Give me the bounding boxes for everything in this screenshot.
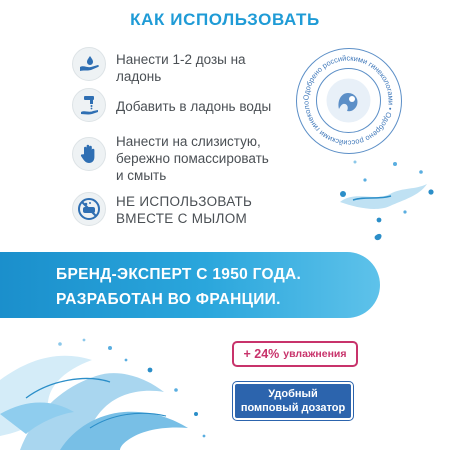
no-soap-icon xyxy=(72,192,106,226)
step-3-line-1: Нанести на слизистую, xyxy=(116,134,261,149)
hand-drop-icon xyxy=(72,47,106,81)
step-4-line-1: НЕ ИСПОЛЬЗОВАТЬ xyxy=(116,194,253,209)
moisture-badge-label: увлажнения xyxy=(283,348,347,360)
banner-line-2: РАЗРАБОТАН ВО ФРАНЦИИ. xyxy=(56,291,281,308)
step-4-line-2: ВМЕСТЕ С МЫЛОМ xyxy=(116,211,248,226)
step-3-line-3: и смыть xyxy=(116,168,167,183)
step-2-text xyxy=(116,98,271,115)
moisture-badge-value: + 24% xyxy=(243,347,280,361)
seal-text: Одобрено российскими гинекологами • Одобрено российскими гинеколо xyxy=(301,53,396,148)
step-3-line-2: бережно помассировать xyxy=(116,151,269,166)
step-3-text xyxy=(116,133,269,184)
step-4-text xyxy=(116,193,252,227)
water-wave-icon xyxy=(0,318,260,450)
dispenser-badge-line-2: помповый дозатор xyxy=(240,402,346,414)
moisture-badge xyxy=(232,341,358,367)
gynecologist-approval-seal-icon xyxy=(296,48,402,154)
faucet-hand-icon xyxy=(72,88,106,122)
dispenser-badge-line-1: Удобный xyxy=(268,388,318,400)
step-1-line-2: ладонь xyxy=(116,69,162,84)
banner-line-1: БРЕНД-ЭКСПЕРТ С 1950 ГОДА. xyxy=(56,266,302,283)
raised-hand-icon xyxy=(72,137,106,171)
banner-text xyxy=(56,262,301,312)
water-splash-icon xyxy=(335,150,445,250)
step-2-line-1: Добавить в ладонь воды xyxy=(116,99,272,114)
page-title: КАК ИСПОЛЬЗОВАТЬ xyxy=(130,10,320,29)
step-1-text xyxy=(116,51,246,85)
step-1-line-1: Нанести 1-2 дозы на xyxy=(116,52,246,67)
dispenser-badge xyxy=(233,382,353,420)
